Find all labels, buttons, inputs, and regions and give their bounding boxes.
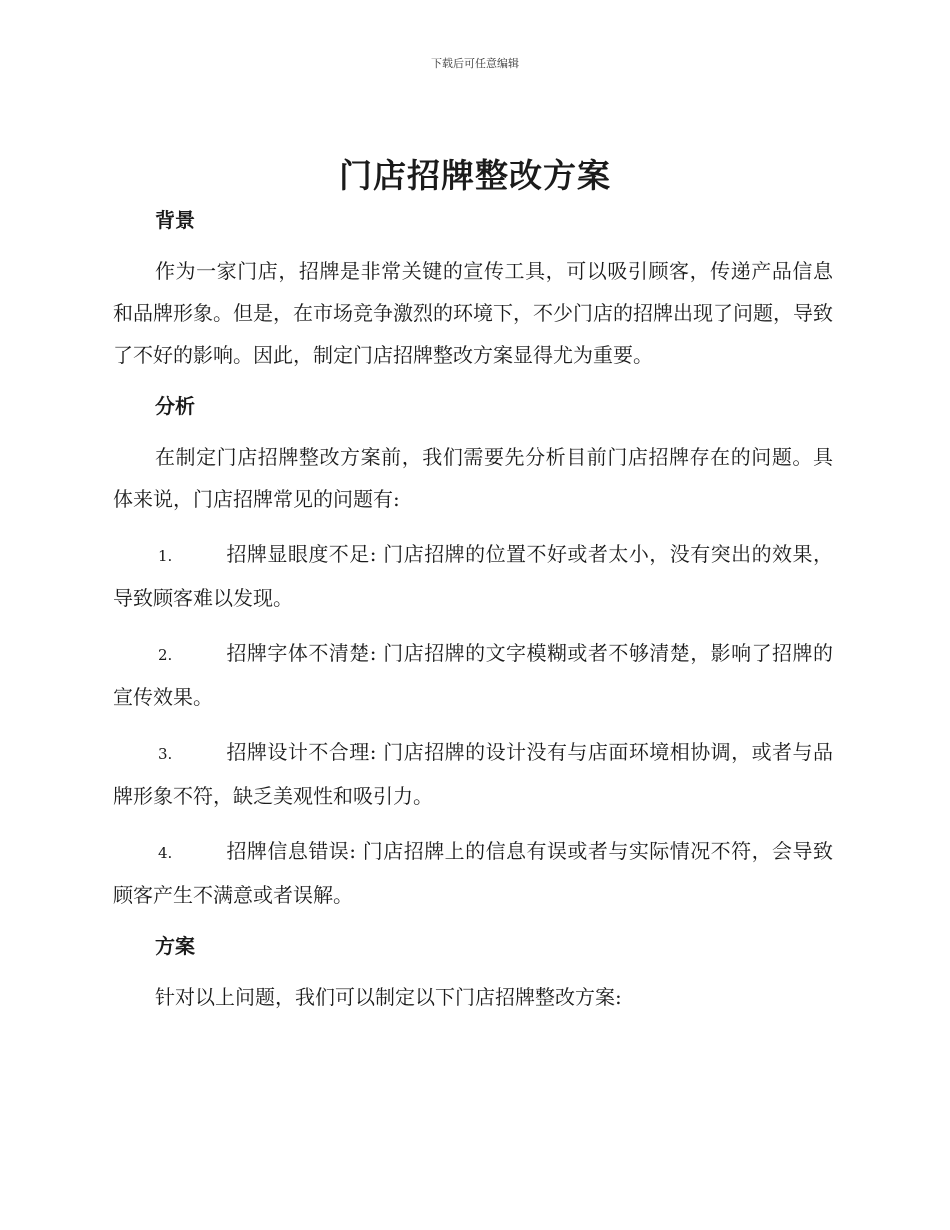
section-heading-plan: 方案: [155, 934, 195, 958]
list-item-text: 招牌显眼度不足: 门店招牌的位置不好或者太小，没有突出的效果，导致顾客难以发现。: [113, 542, 833, 610]
list-item-number: 4.: [158, 844, 173, 862]
document-body: [113, 203, 833, 1018]
list-item: [113, 533, 833, 619]
document-title: 门店招牌整改方案: [339, 156, 611, 195]
list-item: [113, 830, 833, 916]
list-item-text: 招牌字体不清楚: 门店招牌的文字模糊或者不够清楚，影响了招牌的宣传效果。: [113, 641, 833, 709]
analysis-paragraph: 在制定门店招牌整改方案前，我们需要先分析目前门店招牌存在的问题。具体来说，门店招牌常见的问题有:: [113, 445, 833, 511]
list-item-number: 1.: [158, 547, 173, 565]
plan-paragraph: 针对以上问题，我们可以制定以下门店招牌整改方案:: [155, 985, 622, 1009]
background-paragraph: 作为一家门店，招牌是非常关键的宣传工具，可以吸引顾客，传递产品信息和品牌形象。但是，在市场竞争激烈的环境下，不少门店的招牌出现了问题，导致了不好的影响。因此，制定门店招牌整改方案显得尤为重要。: [113, 259, 833, 367]
section-heading-analysis: 分析: [155, 394, 195, 418]
list-item-text: 招牌信息错误: 门店招牌上的信息有误或者与实际情况不符，会导致顾客产生不满意或者误解。: [113, 839, 833, 907]
list-item: [113, 632, 833, 718]
list-item-number: 3.: [158, 745, 173, 763]
list-item-text: 招牌设计不合理: 门店招牌的设计没有与店面环境相协调，或者与品牌形象不符，缺乏美观性和吸引力。: [113, 740, 833, 808]
list-item: [113, 731, 833, 817]
header-note: 下载后可任意编辑: [431, 57, 519, 70]
section-heading-background: 背景: [155, 208, 195, 232]
list-item-number: 2.: [158, 646, 173, 664]
